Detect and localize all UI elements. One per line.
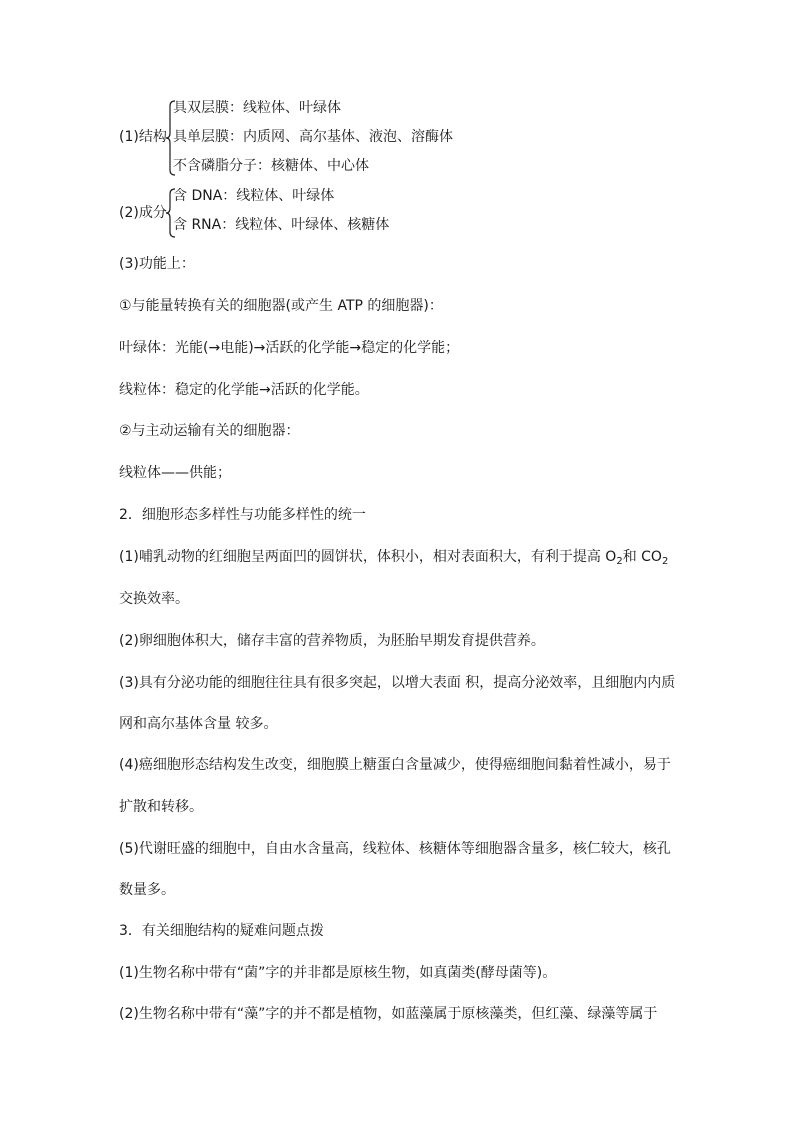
structure-item-single-membrane: 具单层膜：内质网、高尔基体、液泡、溶酶体 <box>173 129 453 145</box>
composition-item-rna: 含 RNA：线粒体、叶绿体、核糖体 <box>173 217 390 233</box>
transport-organelles-heading: ②与主动运输有关的细胞器： <box>119 423 300 439</box>
p1-mid: 和 CO <box>622 549 662 565</box>
function-heading: (3)功能上： <box>119 256 195 272</box>
section2-paragraph4-line1: (4)癌细胞形态结构发生改变，细胞膜上糖蛋白含量减少，使得癌细胞间黏着性减小，易于 <box>119 757 671 773</box>
section2-paragraph3-line1: (3)具有分泌功能的细胞往往具有很多突起，以增大表面 积，提高分泌效率，且细胞内内质 <box>119 675 676 691</box>
energy-organelles-heading: ①与能量转换有关的细胞器(或产生 ATP 的细胞器)： <box>119 298 443 314</box>
section2-paragraph5-line1: (5)代谢旺盛的细胞中，自由水含量高，线粒体、核糖体等细胞器含量多，核仁较大，核孔 <box>119 841 671 857</box>
p1-o2-subscript: 2 <box>616 556 623 567</box>
section2-paragraph1-line2: 交换效率。 <box>119 591 189 607</box>
structure-label: (1)结构 <box>119 129 167 145</box>
p1-co2-subscript: 2 <box>661 556 669 567</box>
section3-heading: 3．有关细胞结构的疑难问题点拨 <box>119 923 324 939</box>
mitochondria-line: 线粒体：稳定的化学能→活跃的化学能。 <box>119 382 369 398</box>
section2-paragraph3-line2: 网和高尔基体含量 较多。 <box>119 716 278 732</box>
section3-paragraph1: (1)生物名称中带有“菌”字的并非都是原核生物，如真菌类(酵母菌等)。 <box>119 965 557 981</box>
section2-paragraph2: (2)卵细胞体积大，储存丰富的营养物质，为胚胎早期发育提供营养。 <box>119 633 545 649</box>
structure-item-double-membrane: 具双层膜：线粒体、叶绿体 <box>173 100 341 116</box>
composition-label: (2)成分 <box>119 205 167 221</box>
section3-paragraph2: (2)生物名称中带有“藻”字的并不都是植物，如蓝藻属于原核藻类，但红藻、绿藻等属于 <box>119 1006 658 1022</box>
composition-item-dna: 含 DNA：线粒体、叶绿体 <box>173 188 335 204</box>
chloroplast-line: 叶绿体：光能(→电能)→活跃的化学能→稳定的化学能； <box>119 340 460 356</box>
section2-paragraph5-line2: 数量多。 <box>119 882 175 898</box>
composition-group <box>119 186 519 238</box>
p1-text: (1)哺乳动物的红细胞呈两面凹的圆饼状，体积小，相对表面积大，有利于提高 O <box>119 549 617 565</box>
transport-item-line: 线粒体——供能； <box>119 465 231 481</box>
structure-group <box>119 98 519 178</box>
section2-paragraph1-line1 <box>119 547 668 567</box>
structure-item-no-phospholipid: 不含磷脂分子：核糖体、中心体 <box>173 158 369 174</box>
section2-paragraph4-line2: 扩散和转移。 <box>119 799 203 815</box>
section2-heading: 2．细胞形态多样性与功能多样性的统一 <box>119 507 366 523</box>
